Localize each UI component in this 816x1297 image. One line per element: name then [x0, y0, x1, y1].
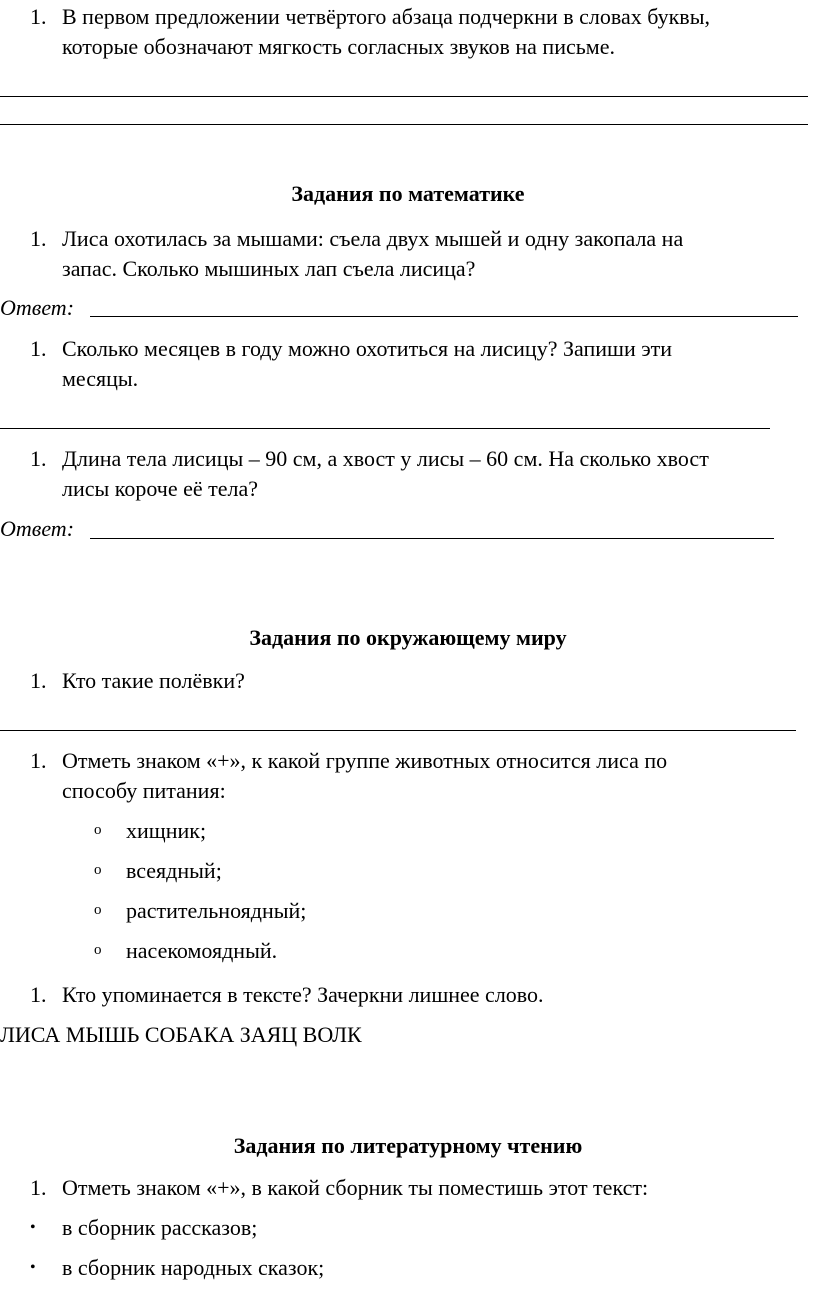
section-heading-world: Задания по окружающему миру: [249, 625, 567, 650]
list-number: 1.: [30, 446, 47, 471]
task-text: Сколько месяцев в году можно охотиться на лисицу? Запиши эти: [62, 336, 673, 361]
answer-line[interactable]: [0, 730, 796, 731]
circle-bullet-icon: o: [94, 822, 102, 838]
option-text[interactable]: всеядный;: [126, 858, 222, 883]
list-number: 1.: [30, 982, 47, 1007]
option-text[interactable]: растительноядный;: [126, 898, 307, 923]
bullet-icon: •: [30, 1259, 36, 1276]
option-text[interactable]: хищник;: [126, 818, 207, 843]
task-text: Лиса охотилась за мышами: съела двух мышей и одну закопала на: [62, 226, 684, 251]
answer-line[interactable]: [0, 124, 808, 125]
task-text: Отметь знаком «+», в какой сборник ты поместишь этот текст:: [62, 1175, 649, 1200]
list-number: 1.: [30, 748, 47, 773]
section-heading-math: Задания по математике: [291, 181, 525, 206]
list-number: 1.: [30, 226, 47, 251]
answer-line[interactable]: [90, 538, 774, 539]
circle-bullet-icon: o: [94, 902, 102, 918]
task-text: способу питания:: [62, 778, 226, 803]
task-text: В первом предложении четвёртого абзаца подчеркни в словах буквы,: [62, 4, 710, 29]
section-heading-reading: Задания по литературному чтению: [233, 1133, 583, 1158]
answer-line[interactable]: [90, 316, 798, 317]
task-text: месяцы.: [62, 366, 139, 391]
task-text: Кто упоминается в тексте? Зачеркни лишнее слово.: [62, 982, 544, 1007]
task-text: которые обозначают мягкость согласных звуков на письме.: [62, 34, 615, 59]
answer-line[interactable]: [0, 428, 770, 429]
list-number: 1.: [30, 1175, 47, 1200]
circle-bullet-icon: o: [94, 942, 102, 958]
answer-label: Ответ:: [0, 516, 75, 541]
option-text[interactable]: в сборник народных сказок;: [62, 1255, 325, 1280]
bullet-icon: •: [30, 1219, 36, 1236]
list-number: 1.: [30, 668, 47, 693]
answer-label: Ответ:: [0, 295, 75, 320]
list-number: 1.: [30, 336, 47, 361]
circle-bullet-icon: o: [94, 862, 102, 878]
task-text: лисы короче её тела?: [62, 476, 259, 501]
task-text: Кто такие полёвки?: [62, 668, 245, 693]
word-list[interactable]: ЛИСА МЫШЬ СОБАКА ЗАЯЦ ВОЛК: [0, 1022, 362, 1047]
task-text: запас. Сколько мышиных лап съела лисица?: [62, 256, 476, 281]
option-text[interactable]: насекомоядный.: [126, 938, 278, 963]
answer-line[interactable]: [0, 96, 808, 97]
task-text: Длина тела лисицы – 90 см, а хвост у лисы – 60 см. На сколько хвост: [62, 446, 709, 471]
task-text: Отметь знаком «+», к какой группе животных относится лиса по: [62, 748, 668, 773]
list-number: 1.: [30, 4, 47, 29]
option-text[interactable]: в сборник рассказов;: [62, 1215, 258, 1240]
